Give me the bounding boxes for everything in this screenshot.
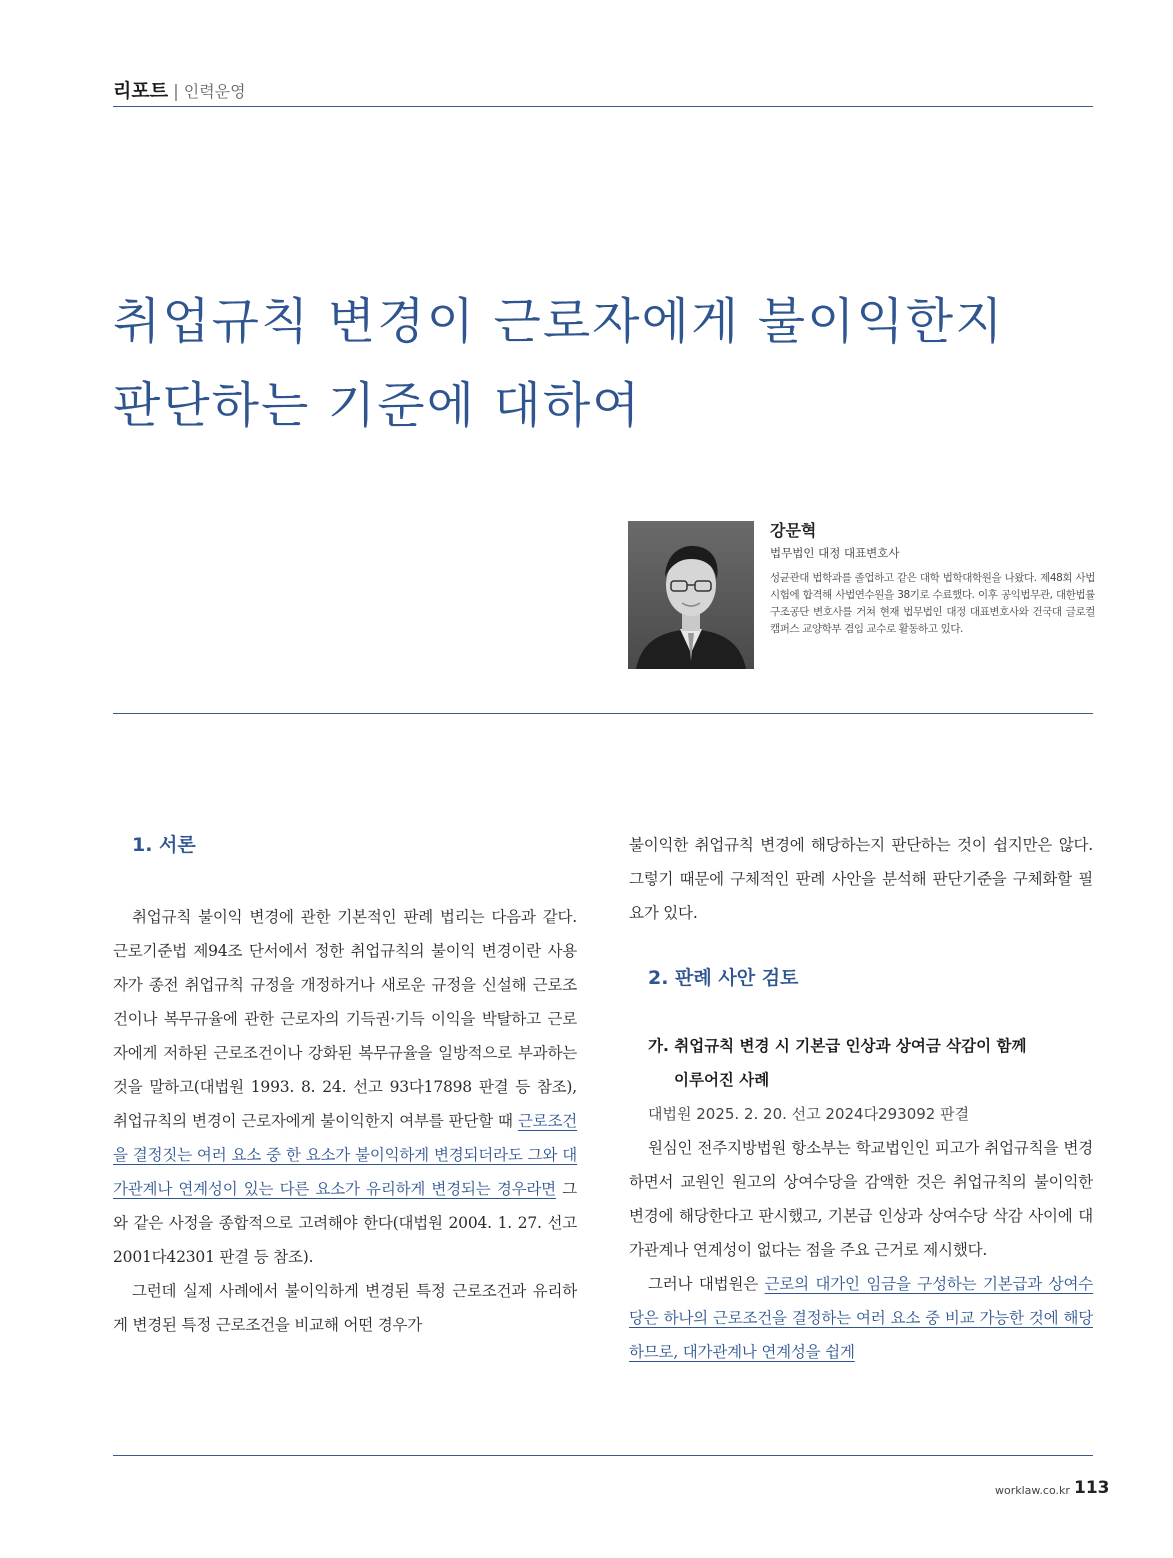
title-line-1: 취업규칙 변경이 근로자에게 불이익한지 (113, 293, 1005, 350)
author-role: 법무법인 대정 대표변호사 (770, 546, 900, 560)
case-reference: 대법원 2025. 2. 20. 선고 2024다293092 판결 (648, 1105, 970, 1123)
page-number: 113 (1074, 1478, 1110, 1498)
header-subsection: 인력운영 (183, 82, 246, 101)
section-2-paragraph-1: 원심인 전주지방법원 항소부는 학교법인인 피고가 취업규칙을 변경하면서 교원인 원고의 상여수당을 감액한 것은 취업규칙의 불이익한 변경에 해당한다고 판시했고, 기본급 인상과 상여수당 삭감 사이에 대가관계나 연계성이 없다는 점을 주요 근거로 제시했다. (629, 1139, 1093, 1259)
section-2-subheading-line-2: 이루어진 사례 (674, 1071, 770, 1089)
title-line-2: 판단하는 기준에 대하여 (113, 377, 642, 434)
section-1-paragraph-1 (113, 900, 577, 1274)
section-1-paragraph-1-underlined: 근로조건을 결정짓는 여러 요소 중 한 요소가 불이익하게 변경되더라도 그와 대가관계나 연계성이 있는 다른 요소가 유리하게 변경되는 경우라면 (113, 1112, 577, 1198)
author-photo (628, 521, 754, 669)
section-1-paragraph-2: 그런데 실제 사례에서 불이익하게 변경된 특정 근로조건과 유리하게 변경된 특정 근로조건을 비교해 어떤 경우가 (113, 1282, 577, 1334)
section-1-paragraph-3: 불이익한 취업규칙 변경에 해당하는지 판단하는 것이 쉽지만은 않다. 그렇기 때문에 구체적인 판례 사안을 분석해 판단기준을 구체화할 필요가 있다. (629, 836, 1093, 922)
section-2-heading: 2. 판례 사안 검토 (648, 967, 799, 989)
divider-bottom (113, 1455, 1093, 1456)
divider-top (113, 713, 1093, 714)
column-right (629, 828, 1093, 1369)
column-left (113, 830, 577, 1342)
header-separator: | (173, 82, 179, 102)
section-1-heading: 1. 서론 (132, 834, 196, 856)
author-bio: 성균관대 법학과를 졸업하고 같은 대학 법학대학원을 나왔다. 제48회 사법시험에 합격해 사법연수원을 38기로 수료했다. 이후 공익법무관, 대한법률구조공단 변호사를 거쳐 현재 법무법인 대정 대표변호사와 건국대 글로컬캠퍼스 교양학부 겸임 교수로 활동하고 있다. (770, 572, 1095, 635)
article-title (113, 280, 1073, 448)
author-name: 강문혁 (770, 521, 817, 540)
header-section: 리포트 (113, 80, 169, 102)
section-1-paragraph-1-text-b: 그와 같은 사정을 종합적으로 고려해야 한다(대법원 2004. 1. 27. 선고 2001다42301 판결 등 참조). (113, 1180, 577, 1266)
section-2-paragraph-2 (629, 1267, 1093, 1369)
section-2-paragraph-2-text-a: 그러나 대법원은 (648, 1275, 765, 1293)
section-1-paragraph-1-text-a: 취업규칙 불이익 변경에 관한 기본적인 판례 법리는 다음과 같다. 근로기준법 제94조 단서에서 정한 취업규칙의 불이익 변경이란 사용자가 종전 취업규칙 규정을 개정하거나 새로운 규정을 신설해 근로조건이나 복무규율에 관한 근로자의 기득권·기득 이익을 박탈하고 근로자에게 저하된 근로조건이나 강화된 복무규율을 일방적으로 부과하는 것을 말하고(대법원 1993. 8. 24. 선고 93다17898 판결 등 참조), 취업규칙의 변경이 근로자에게 불이익한지 여부를 판단할 때 (113, 908, 577, 1130)
section-2-paragraph-2-underlined: 근로의 대가인 임금을 구성하는 기본급과 상여수당은 하나의 근로조건을 결정하는 여러 요소 중 비교 가능한 것에 해당하므로, 대가관계나 연계성을 쉽게 (629, 1275, 1093, 1361)
page-header (113, 76, 1093, 107)
section-2-subheading (648, 1029, 1093, 1097)
section-2-subheading-line-1: 가. 취업규칙 변경 시 기본급 인상과 상여금 삭감이 함께 (648, 1037, 1027, 1055)
footer-site: worklaw.co.kr (995, 1484, 1070, 1497)
author-info (770, 518, 1095, 638)
author-portrait-icon (628, 521, 754, 669)
